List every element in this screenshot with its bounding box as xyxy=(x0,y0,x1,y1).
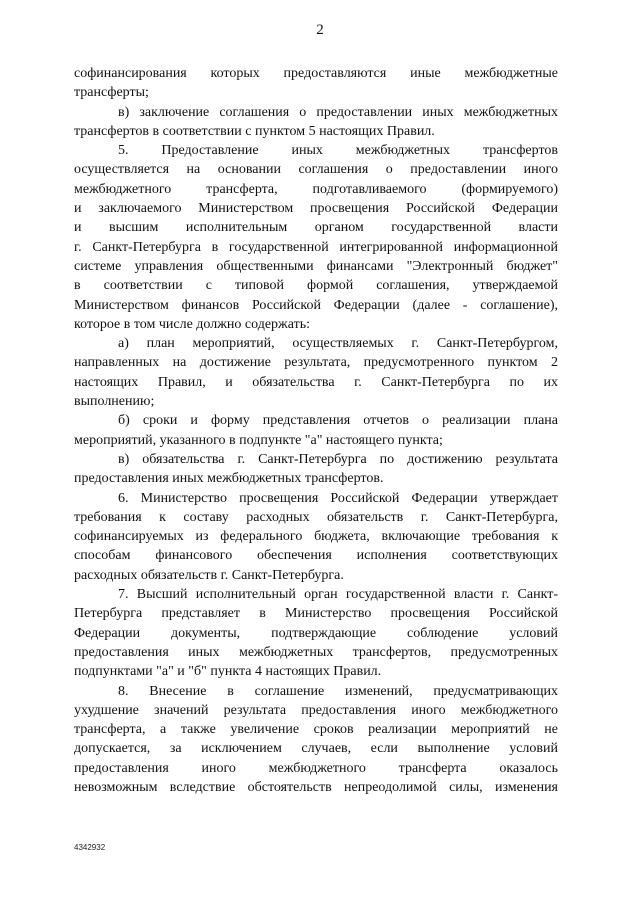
text-line: трансферты; xyxy=(74,85,149,101)
text-line: в) обязательства г. Санкт-Петербурга по достижению результата xyxy=(118,451,558,467)
text-line: Министерством финансов Российской Федерации (далее - соглашение), xyxy=(74,297,558,313)
text-line: осуществляется на основании соглашения о предоставлении иного xyxy=(74,162,558,178)
text-line: софинансирования которых предоставляются иные межбюджетные xyxy=(74,66,558,81)
text-line: предоставления иных межбюджетных трансфертов, предусмотренных xyxy=(74,644,558,660)
text-line: предоставления иных межбюджетных трансфертов. xyxy=(74,471,384,487)
text-line: мероприятий, указанного в подпункте "а" настоящего пункта; xyxy=(74,432,443,448)
paragraph xyxy=(74,450,558,489)
text-line: б) сроки и форму представления отчетов о реализации плана xyxy=(118,413,558,429)
text-line: которое в том числе должно содержать: xyxy=(74,316,310,332)
text-line: в соответствии с типовой формой соглашения, утверждаемой xyxy=(74,278,558,294)
text-line: ухудшение значений результата предоставления иного межбюджетного xyxy=(74,702,558,718)
text-line: способам финансового обеспечения исполнения соответствующих xyxy=(74,548,558,564)
text-line: требования к составу расходных обязательств г. Санкт-Петербурга, xyxy=(74,509,558,525)
text-line: предоставления иного межбюджетного трансферта оказалось xyxy=(74,760,558,776)
text-line: 5. Предоставление иных межбюджетных трансфертов xyxy=(118,143,558,159)
paragraph xyxy=(74,64,558,103)
text-line: 7. Высший исполнительный орган государственной власти г. Санкт- xyxy=(118,587,558,603)
text-line: выполнению; xyxy=(74,394,155,410)
text-line: 6. Министерство просвещения Российской Федерации утверждает xyxy=(118,490,558,506)
document-body xyxy=(74,64,558,797)
text-line: трансфертов в соответствии с пунктом 5 настоящих Правил. xyxy=(74,123,435,139)
paragraph xyxy=(74,585,558,681)
text-line: системе управления общественными финансами "Электронный бюджет" xyxy=(74,258,558,274)
text-line: допускается, за исключением случаев, если выполнение условий xyxy=(74,741,558,757)
text-line: 8. Внесение в соглашение изменений, предусматривающих xyxy=(118,683,558,699)
text-line: настоящих Правил, и обязательства г. Санкт-Петербурга по их xyxy=(74,374,558,390)
paragraph xyxy=(74,334,558,411)
paragraph xyxy=(74,682,558,798)
paragraph xyxy=(74,103,558,142)
text-line: расходных обязательств г. Санкт-Петербурга. xyxy=(74,567,344,583)
document-code: 4342932 xyxy=(74,843,106,852)
text-line: софинансируемых из федерального бюджета, включающие требования к xyxy=(74,529,558,545)
text-line: в) заключение соглашения о предоставлении иных межбюджетных xyxy=(118,104,558,120)
text-line: и заключаемого Министерством просвещения Российской Федерации xyxy=(74,201,558,217)
paragraph xyxy=(74,141,558,334)
text-line: межбюджетного трансферта, подготавливаемого (формируемого) xyxy=(74,181,558,197)
text-line: Петербурга представляет в Министерство просвещения Российской xyxy=(74,606,558,622)
text-line: г. Санкт-Петербурга в государственной интегрированной информационной xyxy=(74,239,558,255)
paragraph xyxy=(74,489,558,585)
paragraph xyxy=(74,411,558,450)
text-line: Федерации документы, подтверждающие соблюдение условий xyxy=(74,625,558,641)
text-line: направленных на достижение результата, предусмотренного пунктом 2 xyxy=(74,355,558,371)
text-line: и высшим исполнительным органом государственной власти xyxy=(74,220,558,236)
text-line: подпунктами "а" и "б" пункта 4 настоящих Правил. xyxy=(74,664,382,680)
text-line: а) план мероприятий, осуществляемых г. Санкт-Петербургом, xyxy=(118,336,558,352)
text-line: невозможным вследствие обстоятельств непреодолимой силы, изменения xyxy=(74,779,558,795)
page-number: 2 xyxy=(316,22,324,38)
text-line: трансферта, а также увеличение сроков реализации мероприятий не xyxy=(74,722,558,738)
